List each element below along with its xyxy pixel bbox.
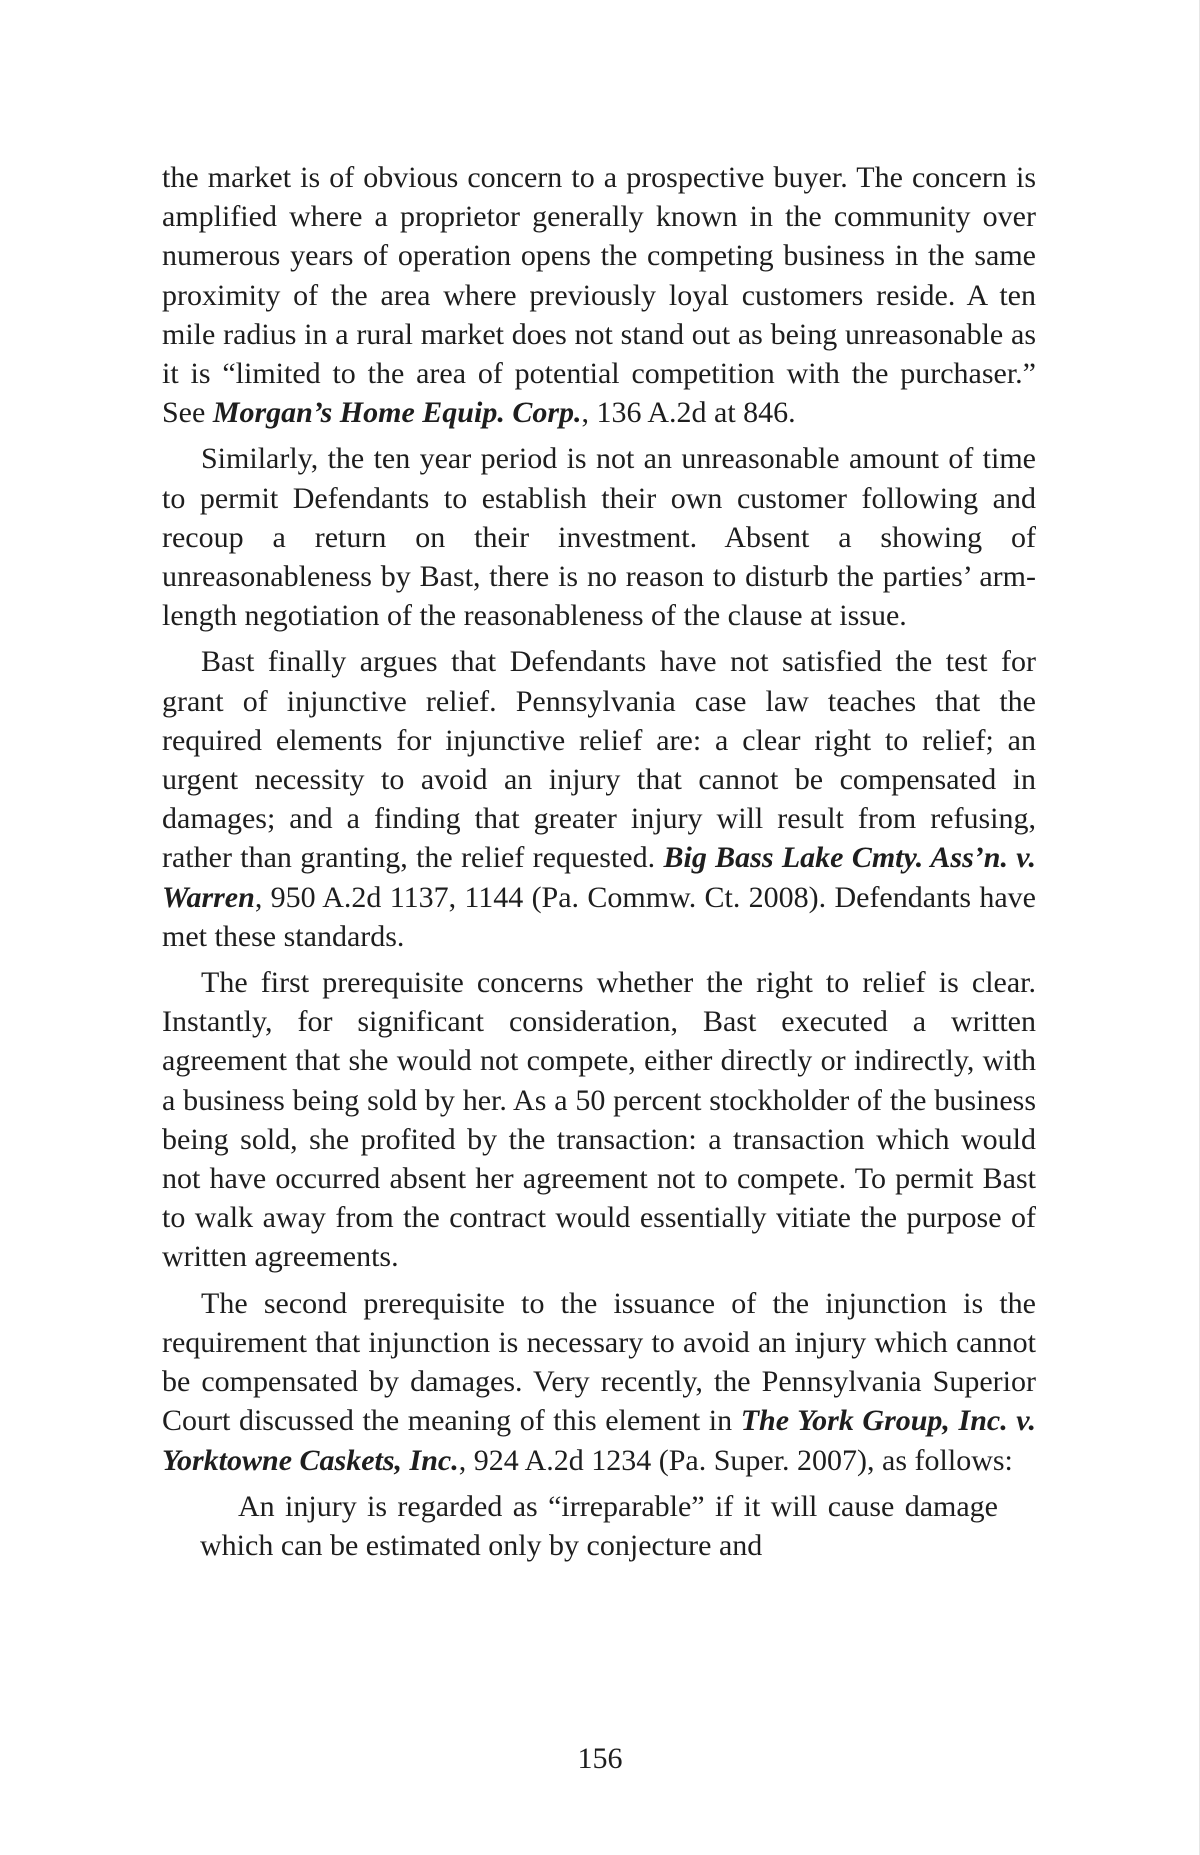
case-citation: Morgan’s Home Equip. Corp.: [212, 396, 582, 430]
case-citation: The York Group, Inc. v. Yorktowne Caskets, Inc.: [162, 1404, 1037, 1477]
page-number: 156: [577, 1742, 623, 1775]
paragraph-text: the market is of obvious concern to a prospective buyer. The concern is amplified where a proprietor generally known in the community over numerous years of operation opens the competing business in the same proximity of the area where previously loyal customers reside. A ten mile radius in a rural market does not stand out as being unreasonable as it is “limited to the area of potential competition with the purchaser.” See: [162, 161, 1036, 430]
paragraph-text: , 950 A.2d 1137, 1144 (Pa. Commw. Ct. 2008). Defendants have met these standards.: [162, 880, 1036, 953]
paragraph-market-concern: [162, 158, 1036, 432]
paragraph-text: Bast finally argues that Defendants have not satisfied the test for grant of injunctive relief. Pennsylvania case law teaches that the required elements for injunctive relief are: a clear right to relief; an urgent necessity to avoid an injury that cannot be compensated in damages; and a finding that greater injury will result from refusing, rather than granting, the relief requested.: [162, 645, 1036, 875]
block-quote: An injury is regarded as “irreparable” if it will cause damage which can be estimated only by conjecture and: [200, 1489, 998, 1562]
paragraph-ten-year-period: [162, 439, 1036, 635]
paragraph-text: , 924 A.2d 1234 (Pa. Super. 2007), as follows:: [458, 1443, 1013, 1477]
paragraph-injunctive-relief-test: [162, 642, 1036, 956]
paragraph-second-prerequisite: [162, 1284, 1036, 1480]
body-text: [162, 158, 1036, 1565]
paragraph-text: The second prerequisite to the issuance of the injunction is the requirement that injunction is necessary to avoid an injury which cannot be compensated by damages. Very recently, the Pennsylvania Superior Court discussed the meaning of this element in: [162, 1286, 1036, 1438]
paragraph-text: , 136 A.2d at 846.: [581, 396, 796, 430]
paragraph-text: Similarly, the ten year period is not an unreasonable amount of time to permit Defendants to establish their own customer following and recoup a return on their investment. Absent a showing of unreasonableness by Bast, there is no reason to disturb the parties’ arm-length negotiation of the reasonableness of the clause at issue.: [162, 442, 1036, 633]
paragraph-text: The first prerequisite concerns whether the right to relief is clear. Instantly, for significant consideration, Bast executed a written agreement that she would not compete, either directly or indirectly, with a business being sold by her. As a 50 percent stockholder of the business being sold, she profited by the transaction: a transaction which would not have occurred absent her agreement not to compete. To permit Bast to walk away from the contract would essentially vitiate the purpose of written agreements.: [162, 966, 1036, 1274]
paragraph-first-prerequisite: [162, 963, 1036, 1277]
case-citation: Big Bass Lake Cmty. Ass’n. v. Warren: [162, 841, 1036, 914]
